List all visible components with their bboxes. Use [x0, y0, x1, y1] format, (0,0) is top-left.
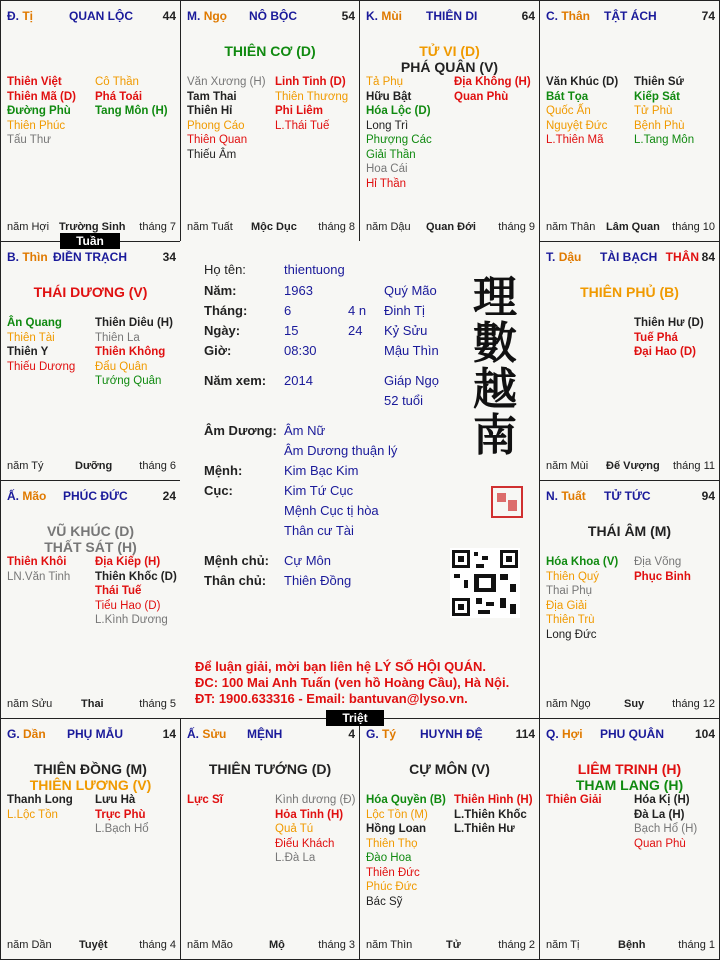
month-label: tháng 6: [139, 460, 176, 472]
palace-cell-ti[interactable]: [0, 0, 181, 242]
left-star-list: [7, 555, 70, 584]
palace-name: THIÊN DI: [426, 9, 478, 23]
contact-line-1: Để luận giải, mời bạn liên hệ LÝ SỐ HỘI QUÁN.: [195, 659, 486, 674]
cell-header: [7, 9, 176, 25]
cell-header: [366, 727, 535, 743]
year-label: năm Dậu: [366, 221, 411, 233]
amduong-label: Âm Dương:: [204, 423, 277, 438]
cycle-number: 104: [694, 727, 715, 741]
minor-star: Tử Phù: [634, 105, 673, 117]
month-n: 4 n: [348, 303, 367, 318]
palace-cell-mui[interactable]: [359, 0, 540, 242]
year-label: năm Sửu: [7, 698, 53, 710]
major-star: THIÊN LƯƠNG (V): [29, 777, 152, 793]
stage-label: Suy: [624, 698, 645, 710]
year-value: 1963: [284, 283, 313, 298]
right-star-list: [454, 75, 531, 104]
branch-label: G. Tý: [366, 727, 397, 741]
right-star-list: [634, 793, 697, 851]
left-star-list: [7, 316, 75, 374]
minor-star: Phục Binh: [634, 570, 691, 583]
minor-star: Tam Thai: [187, 90, 237, 103]
stage-label: Đế Vượng: [606, 460, 660, 472]
month-label: Tháng:: [204, 303, 248, 318]
minor-star: Hồng Loan: [366, 823, 427, 835]
branch-label: T. Dậu: [546, 250, 582, 264]
minor-star: Kình dương (Đ): [275, 794, 356, 806]
year-label: năm Mão: [187, 939, 233, 951]
stage-label: Thai: [81, 698, 104, 710]
than-chu-value: Thiên Đồng: [284, 573, 352, 588]
palace-name: TẬT ÁCH: [604, 9, 657, 23]
month-label: tháng 5: [139, 698, 176, 710]
minor-star: Tiểu Hao (D): [95, 599, 161, 612]
day-n: 24: [348, 323, 363, 338]
cycle-number: 24: [162, 489, 176, 503]
major-star: PHÁ QUÂN (V): [400, 59, 499, 75]
year-label: năm Hợi: [7, 221, 50, 233]
major-star: THIÊN ĐỒNG (M): [34, 761, 147, 777]
right-star-list: [275, 793, 355, 866]
year-label: năm Thìn: [366, 939, 413, 951]
minor-star: Tang Môn (H): [95, 105, 168, 117]
major-star: CỰ MÔN (V): [409, 761, 490, 777]
than-chu-label: Thân chủ:: [204, 573, 267, 588]
cycle-number: 34: [162, 250, 176, 264]
minor-star: Đà La (H): [634, 808, 685, 821]
minor-star: L.Bạch Hổ: [95, 823, 149, 835]
cell-header: [546, 727, 715, 743]
month-label: tháng 12: [672, 698, 715, 710]
minor-star: Kiếp Sát: [634, 90, 681, 103]
palace-cell-ty[interactable]: [359, 718, 540, 960]
minor-star: Quan Phù: [454, 90, 509, 103]
palace-name: PHU QUÂN: [600, 727, 665, 741]
cell-header: [546, 489, 715, 505]
minor-star: Phá Toái: [95, 90, 143, 103]
minor-star: Long Đức: [546, 628, 597, 641]
minor-star: Đẩu Quân: [95, 360, 148, 373]
cell-footer: [546, 221, 715, 235]
left-star-list: [546, 793, 602, 808]
minor-star: L.Thiên Mã: [546, 134, 604, 146]
palace-name: ĐIỀN TRẠCH: [53, 250, 127, 264]
year-label: năm Ngọ: [546, 698, 591, 710]
hour-value: 08:30: [284, 343, 317, 358]
cell-footer: [7, 460, 176, 474]
cell-header: [7, 727, 176, 743]
minor-star: Cô Thần: [95, 76, 139, 88]
major-star: THAM LANG (H): [575, 777, 684, 793]
cuc-value: Kim Tứ Cục: [284, 483, 354, 498]
major-star: THIÊN TƯỚNG (D): [208, 761, 332, 777]
minor-star: Đại Hao (D): [634, 346, 696, 358]
month-value: 6: [284, 303, 292, 318]
branch-label: Ấ. Mão: [7, 489, 47, 503]
right-star-list: [275, 75, 348, 133]
left-star-list: [366, 793, 446, 909]
minor-star: Thiên Giải: [546, 794, 602, 806]
cell-header: [546, 9, 715, 25]
major-star: THIÊN PHỦ (B): [580, 284, 679, 300]
minor-star: L.Tang Môn: [634, 134, 695, 146]
minor-star: Nguyệt Đức: [546, 119, 608, 132]
stage-label: Bệnh: [618, 939, 646, 951]
minor-star: Thiên Thọ: [366, 837, 418, 850]
menh-value: Kim Bạc Kim: [284, 463, 359, 478]
cell-header: [366, 9, 535, 25]
cycle-number: 44: [162, 9, 176, 23]
minor-star: Địa Giải: [546, 599, 587, 612]
menh-chu-value: Cự Môn: [284, 553, 331, 568]
minor-star: Thiên Hình (H): [454, 794, 533, 806]
minor-star: Hóa Khoa (V): [546, 556, 619, 568]
branch-label: G. Dần: [7, 727, 46, 741]
major-star: THÁI ÂM (M): [587, 523, 672, 539]
minor-star: Thiếu Âm: [187, 148, 237, 161]
minor-star: Thiên Quý: [546, 570, 600, 583]
minor-star: L.Đà La: [275, 852, 316, 864]
view-year-can: Giáp Ngọ: [384, 373, 439, 388]
cell-header: [7, 250, 176, 266]
month-label: tháng 10: [672, 221, 715, 233]
month-label: tháng 7: [139, 221, 176, 233]
stage-label: Quan Đới: [426, 221, 476, 233]
left-star-list: [187, 75, 266, 162]
month-label: tháng 2: [498, 939, 535, 951]
menh-label: Mệnh:: [204, 463, 243, 478]
left-star-list: [187, 793, 223, 808]
minor-star: L.Kình Dương: [95, 614, 168, 626]
minor-star: Thái Tuế: [95, 585, 142, 597]
month-label: tháng 8: [318, 221, 355, 233]
minor-star: Thiên Phúc: [7, 119, 66, 132]
minor-star: Thiên Không: [95, 346, 166, 358]
palace-name: NÔ BỘC: [249, 9, 297, 23]
minor-star: Thiên Tài: [7, 331, 55, 344]
right-star-list: [634, 316, 704, 360]
minor-star: Địa Kiếp (H): [95, 556, 161, 568]
palace-cell-ngo[interactable]: [180, 0, 360, 242]
branch-label: B. Thìn: [7, 250, 48, 264]
cuc-label: Cục:: [204, 483, 233, 498]
minor-star: L.Lộc Tồn: [7, 808, 58, 821]
palace-cell-tuat[interactable]: [539, 480, 720, 719]
red-seal-stamp: [490, 485, 524, 519]
year-label: năm Tý: [7, 460, 44, 472]
cell-header: [187, 9, 355, 25]
month-label: tháng 11: [672, 460, 715, 472]
branch-label: K. Mùi: [366, 9, 403, 23]
year-label: năm Tuất: [187, 221, 233, 233]
minor-star: Tướng Quân: [95, 375, 162, 387]
cell-footer: [546, 698, 715, 712]
triet-tag: Triệt: [326, 710, 384, 726]
right-star-list: [634, 555, 691, 584]
age-value: 52 tuổi: [384, 393, 424, 408]
branch-label: Ấ. Sửu: [187, 727, 227, 741]
palace-cell-mao[interactable]: [0, 480, 181, 719]
minor-star: Lộc Tồn (M): [366, 808, 428, 821]
minor-star: Đường Phù: [7, 105, 71, 117]
menh-chu-label: Mệnh chủ:: [204, 553, 269, 568]
minor-star: Thiên Khôi: [7, 556, 67, 568]
stage-label: Tử: [446, 939, 461, 951]
right-star-list: [95, 793, 149, 837]
cell-header: [7, 489, 176, 505]
minor-star: Địa Võng: [634, 556, 682, 568]
minor-star: Lực Sĩ: [187, 794, 223, 806]
stage-label: Tuyệt: [79, 939, 108, 951]
minor-star: Bát Tọa: [546, 90, 589, 103]
minor-star: LN.Văn Tinh: [7, 570, 71, 583]
stage-label: Lâm Quan: [606, 221, 660, 233]
minor-star: Phi Liêm: [275, 105, 323, 117]
minor-star: Thiên Hỉ: [187, 105, 233, 117]
right-star-list: [95, 316, 173, 389]
minor-star: Bác Sỹ: [366, 895, 403, 908]
contact-line-2: ĐC: 100 Mai Anh Tuấn (ven hồ Hoàng Cầu), Hà Nội.: [195, 675, 510, 690]
year-label: năm Mùi: [546, 460, 589, 472]
month-label: tháng 4: [139, 939, 176, 951]
minor-star: Ân Quang: [7, 317, 62, 329]
name-value: thientuong: [284, 262, 345, 277]
palace-cell-dau[interactable]: [539, 241, 720, 481]
palace-name: TỬ TỨC: [604, 489, 651, 503]
left-star-list: [546, 555, 618, 642]
cell-footer: [7, 939, 176, 953]
stage-label: Mộ: [269, 939, 285, 951]
cycle-number: 4: [348, 727, 355, 741]
minor-star: Giải Thần: [366, 148, 416, 161]
minor-star: Điếu Khách: [275, 837, 335, 850]
cell-footer: [187, 939, 355, 953]
amduong-value-2: Âm Dương thuận lý: [284, 443, 398, 458]
cell-header: [187, 727, 355, 743]
palace-name: MỆNH: [247, 727, 283, 741]
year-label: năm Dần: [7, 939, 52, 951]
minor-star: Hỏa Tinh (H): [275, 808, 344, 821]
year-label: năm Tị: [546, 939, 580, 951]
right-star-list: [95, 555, 177, 628]
minor-star: Trực Phù: [95, 808, 146, 821]
qr-code-icon[interactable]: [450, 548, 520, 618]
minor-star: Thiên Y: [7, 346, 49, 358]
left-star-list: [7, 793, 73, 822]
cycle-number: 84: [701, 250, 715, 264]
major-star: TỬ VI (D): [419, 43, 480, 59]
minor-star: Thiên Diêu (H): [95, 317, 173, 329]
minor-star: Linh Tinh (D): [275, 76, 346, 88]
contact-line-3[interactable]: ĐT: 1900.633316 - Email: bantuvan@lyso.vn.: [195, 691, 468, 706]
major-star: THIÊN CƠ (D): [224, 43, 316, 59]
minor-star: Thiên Quan: [187, 134, 248, 146]
minor-star: Thiên La: [95, 331, 140, 344]
cell-footer: [546, 460, 715, 474]
cycle-number: 94: [701, 489, 715, 503]
hour-label: Giờ:: [204, 343, 232, 358]
minor-star: Thiên Việt: [7, 76, 62, 88]
year-label: Năm:: [204, 283, 237, 298]
minor-star: Thiên Khốc (D): [95, 570, 177, 583]
minor-star: Quả Tú: [275, 823, 314, 835]
branch-label: Q. Hợi: [546, 727, 583, 741]
minor-star: Thiên Thương: [275, 90, 349, 103]
cycle-number: 64: [521, 9, 535, 23]
cycle-number: 54: [341, 9, 355, 23]
palace-name: QUAN LỘC: [69, 9, 133, 23]
palace-cell-suu[interactable]: [180, 718, 360, 960]
day-can: Kỷ Sửu: [384, 323, 428, 338]
branch-label: C. Thân: [546, 9, 591, 23]
month-label: tháng 9: [498, 221, 535, 233]
major-star: THÁI DƯƠNG (V): [33, 284, 148, 300]
stage-label: Mộc Dục: [251, 221, 297, 233]
minor-star: Tấu Thư: [7, 134, 51, 146]
month-label: tháng 1: [678, 939, 715, 951]
tuan-tag: Tuần: [60, 233, 120, 249]
major-star: THẤT SÁT (H): [44, 539, 137, 555]
minor-star: Văn Xương (H): [187, 76, 266, 88]
minor-star: Thiên Đức: [366, 866, 420, 879]
cell-footer: [366, 939, 535, 953]
minor-star: Đào Hoa: [366, 852, 412, 864]
palace-cell-than[interactable]: [539, 0, 720, 242]
minor-star: Tuế Phá: [634, 331, 678, 344]
minor-star: Thiếu Dương: [7, 360, 76, 373]
cuc-value-3: Thân cư Tài: [284, 523, 354, 538]
minor-star: Thai Phụ: [546, 585, 593, 597]
day-label: Ngày:: [204, 323, 241, 338]
minor-star: Quốc Ấn: [546, 105, 591, 117]
palace-cell-thin[interactable]: [0, 241, 181, 481]
cell-footer: [366, 221, 535, 235]
minor-star: Hữu Bật: [366, 90, 412, 103]
cell-footer: [7, 698, 176, 712]
minor-star: Phúc Đức: [366, 881, 418, 893]
minor-star: Hóa Lộc (D): [366, 105, 431, 117]
minor-star: Thanh Long: [7, 794, 73, 806]
branch-label: M. Ngọ: [187, 9, 228, 23]
hour-can: Mậu Thìn: [384, 343, 439, 358]
year-can: Quý Mão: [384, 283, 437, 298]
minor-star: Bệnh Phù: [634, 119, 685, 132]
minor-star: Địa Không (H): [454, 76, 531, 88]
month-can: Đinh Tị: [384, 303, 425, 318]
stage-label: Dưỡng: [75, 460, 113, 472]
year-label: năm Thân: [546, 221, 596, 233]
minor-star: Phong Cáo: [187, 119, 245, 132]
minor-star: L.Thái Tuế: [275, 119, 330, 132]
branch-label: N. Tuất: [546, 489, 586, 503]
major-star: LIÊM TRINH (H): [577, 761, 682, 777]
palace-name: PHÚC ĐỨC: [63, 489, 128, 503]
left-star-list: [366, 75, 432, 191]
stage-label: Trường Sinh: [59, 221, 126, 233]
minor-star: Văn Khúc (D): [546, 76, 619, 88]
left-star-list: [7, 75, 76, 148]
minor-star: Thiên Trù: [546, 614, 595, 626]
minor-star: Bạch Hổ (H): [634, 823, 698, 835]
right-star-list: [634, 75, 694, 148]
month-label: tháng 3: [318, 939, 355, 951]
major-star: VŨ KHÚC (D): [46, 523, 135, 539]
minor-star: Hóa Kị (H): [634, 794, 690, 806]
branch-label: Đ. Tị: [7, 9, 34, 23]
amduong-value: Âm Nữ: [284, 423, 326, 438]
minor-star: Hỉ Thần: [366, 177, 407, 190]
cell-footer: [546, 939, 715, 953]
minor-star: Lưu Hà: [95, 794, 136, 806]
name-label: Họ tên:: [204, 262, 246, 277]
minor-star: Quan Phù: [634, 837, 686, 850]
palace-cell-dan[interactable]: [0, 718, 181, 960]
minor-star: Phượng Các: [366, 134, 432, 146]
minor-star: Hoa Cái: [366, 163, 408, 175]
cell-header: [546, 250, 715, 266]
cell-footer: [187, 221, 355, 235]
palace-name: PHỤ MẪU: [67, 727, 123, 741]
cycle-number: 14: [162, 727, 176, 741]
calligraphy-logo: 理 數 越 南: [473, 272, 517, 461]
minor-star: Thiên Hư (D): [634, 317, 704, 329]
palace-name: TÀI BẠCH: [600, 250, 658, 264]
cycle-number: 114: [515, 727, 535, 741]
right-star-list: [454, 793, 533, 837]
minor-star: Thiên Mã (D): [7, 90, 76, 103]
than-marker: THÂN: [665, 250, 699, 264]
minor-star: L.Thiên Khốc: [454, 808, 527, 821]
minor-star: Long Trì: [366, 119, 409, 132]
view-year-value: 2014: [284, 373, 313, 388]
cycle-number: 74: [701, 9, 715, 23]
minor-star: Thiên Sứ: [634, 76, 684, 88]
minor-star: L.Thiên Hư: [454, 823, 515, 835]
left-star-list: [546, 75, 618, 148]
palace-name: HUYNH ĐỆ: [420, 727, 483, 741]
day-value: 15: [284, 323, 299, 338]
right-star-list: [95, 75, 168, 119]
minor-star: Hóa Quyền (B): [366, 794, 446, 806]
cuc-value-2: Mệnh Cục tị hòa: [284, 503, 379, 518]
view-year-label: Năm xem:: [204, 373, 267, 388]
palace-cell-hoi[interactable]: [539, 718, 720, 960]
minor-star: Tả Phụ: [366, 76, 404, 88]
